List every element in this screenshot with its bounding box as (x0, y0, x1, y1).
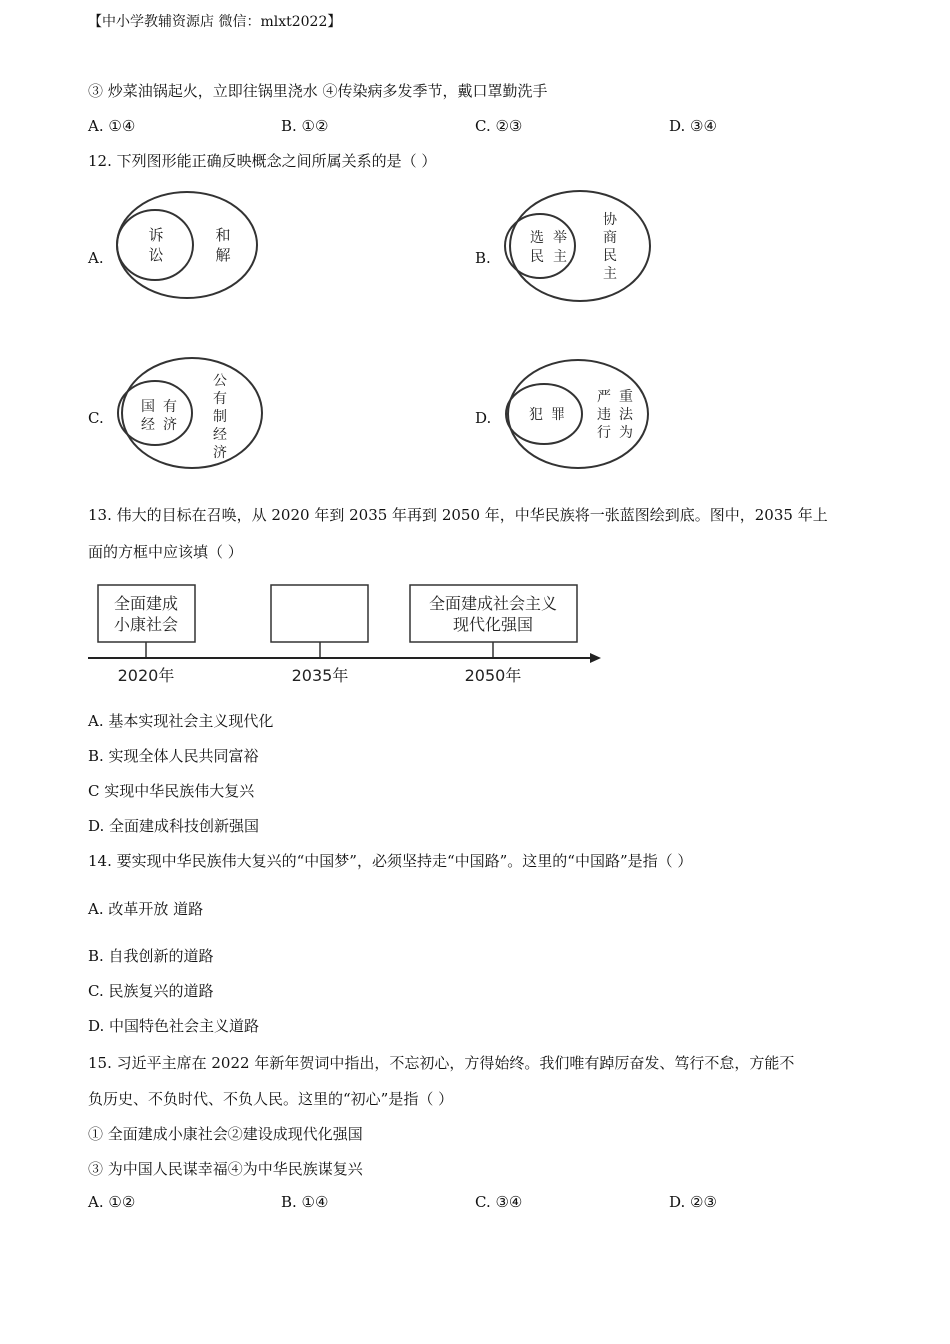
year-label: 2020年 (117, 666, 175, 685)
q15-stem-line1: 15. 习近平主席在 2022 年新年贺词中指出，不忘初心，方得始终。我们唯有踔厉奋发、笃行不怠，方能不 (88, 1054, 795, 1072)
outer-circle (510, 191, 650, 301)
outer-text: 和 (215, 226, 231, 244)
outer-circle (117, 192, 257, 298)
year-label: 2035年 (291, 666, 349, 685)
q12-figure-d (500, 357, 655, 473)
q13-option-a[interactable]: A. 基本实现社会主义现代化 (88, 712, 274, 730)
outer-text: 公 (213, 373, 227, 389)
outer-text: 济 (213, 445, 227, 461)
q12-figure-c (112, 355, 267, 473)
inner-text: 罪 (551, 407, 565, 423)
q11-option-c[interactable]: C. ②③ (475, 117, 523, 135)
q14-stem: 14. 要实现中华民族伟大复兴的“中国梦”，必须坚持走“中国路”。这里的“中国路”是指（ ） (88, 852, 693, 870)
outer-text: 有 (213, 391, 227, 407)
inner-text: 诉 (148, 226, 164, 244)
box-2050-text: 现代化强国 (452, 615, 534, 634)
inner-text: 选 (530, 230, 544, 246)
box-2050-text: 全面建成社会主义 (428, 594, 558, 613)
q15-option-b[interactable]: B. ①④ (281, 1193, 329, 1211)
outer-text: 为 (619, 425, 633, 441)
q13-stem-line1: 13. 伟大的目标在召唤，从 2020 年到 2035 年再到 2050 年，中华民族将一张蓝图绘到底。图中，2035 年上 (88, 506, 828, 524)
q15-stem-line2: 负历史、不负时代、不负人民。这里的“初心”是指（ ） (88, 1090, 454, 1108)
q13-option-d[interactable]: D. 全面建成科技创新强国 (88, 817, 260, 835)
q11-option-b[interactable]: B. ①② (281, 117, 329, 135)
inner-circle (117, 210, 193, 280)
q13-option-b[interactable]: B. 实现全体人民共同富裕 (88, 747, 259, 765)
q11-option-d[interactable]: D. ③④ (669, 117, 717, 135)
year-label: 2050年 (464, 666, 522, 685)
timeline-box-2035-blank (271, 585, 368, 642)
outer-text: 法 (619, 407, 633, 423)
q12-label-d[interactable]: D. (475, 409, 492, 427)
inner-circle (506, 384, 582, 444)
q12-figure-b (500, 188, 655, 306)
q15-option-c[interactable]: C. ③④ (475, 1193, 523, 1211)
outer-text: 解 (215, 246, 231, 264)
q12-label-c[interactable]: C. (88, 409, 104, 427)
q12-figure-a (110, 190, 270, 305)
inner-circle (505, 214, 575, 278)
q13-timeline (85, 580, 605, 690)
q15-item-3-4: ③ 为中国人民谋幸福④为中华民族谋复兴 (88, 1160, 363, 1178)
q12-label-b[interactable]: B. (475, 249, 491, 267)
q14-option-d[interactable]: D. 中国特色社会主义道路 (88, 1017, 260, 1035)
box-2020-text: 全面建成 (113, 594, 179, 613)
q12-label-a[interactable]: A. (88, 249, 104, 267)
outer-text: 协 (603, 212, 617, 228)
outer-text: 主 (603, 266, 617, 282)
outer-text: 重 (619, 389, 633, 405)
outer-text: 商 (603, 230, 617, 246)
q14-option-a[interactable]: A. 改革开放 道路 (88, 900, 204, 918)
box-2020-text: 小康社会 (113, 615, 179, 634)
outer-text: 民 (603, 248, 617, 264)
outer-text: 行 (597, 425, 611, 441)
timeline-arrow (590, 653, 601, 663)
outer-text: 违 (597, 407, 611, 423)
q11-items: ③ 炒菜油锅起火，立即往锅里浇水 ④传染病多发季节，戴口罩勤洗手 (88, 82, 548, 100)
inner-text: 有 (163, 399, 177, 415)
q15-option-d[interactable]: D. ②③ (669, 1193, 717, 1211)
inner-text: 主 (553, 249, 567, 265)
q11-option-a[interactable]: A. ①④ (88, 117, 136, 135)
inner-text: 济 (163, 417, 177, 433)
inner-text: 举 (553, 230, 567, 246)
inner-text: 讼 (148, 246, 164, 264)
outer-text: 严 (597, 389, 611, 405)
outer-text: 制 (213, 409, 227, 425)
q13-stem-line2: 面的方框中应该填（ ） (88, 543, 243, 561)
q13-option-c[interactable]: C 实现中华民族伟大复兴 (88, 782, 255, 800)
inner-text: 经 (141, 417, 155, 433)
inner-text: 犯 (529, 407, 543, 423)
inner-text: 国 (141, 399, 155, 415)
q15-option-a[interactable]: A. ①② (88, 1193, 136, 1211)
q15-item-1-2: ① 全面建成小康社会②建设成现代化强国 (88, 1125, 363, 1143)
page-header: 【中小学教辅资源店 微信：mlxt2022】 (88, 14, 342, 30)
q14-option-c[interactable]: C. 民族复兴的道路 (88, 982, 214, 1000)
q14-option-b[interactable]: B. 自我创新的道路 (88, 947, 214, 965)
outer-text: 经 (213, 427, 227, 443)
inner-text: 民 (530, 249, 544, 265)
inner-circle (118, 381, 192, 445)
q12-stem: 12. 下列图形能正确反映概念之间所属关系的是（ ） (88, 152, 437, 170)
